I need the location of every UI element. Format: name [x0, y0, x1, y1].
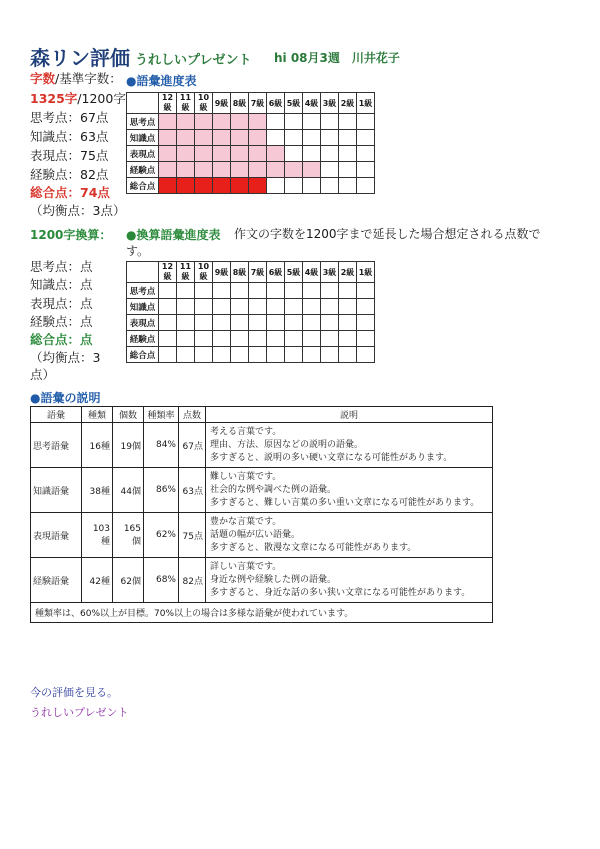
- grid-cell: [321, 331, 339, 347]
- grid-row: [127, 315, 375, 331]
- grid-col-header: 4級: [303, 93, 321, 114]
- grid-cell: [285, 331, 303, 347]
- grid-cell: [177, 315, 195, 331]
- explain-header: 点数: [179, 407, 206, 423]
- grid-cell: [285, 178, 303, 194]
- grid-cell: [339, 114, 357, 130]
- grid-cell: [177, 146, 195, 162]
- grid-cell: [177, 299, 195, 315]
- essay-meta: hi 08月3週 川井花子: [274, 51, 400, 65]
- grid-cell: [231, 114, 249, 130]
- grid-cell: [213, 130, 231, 146]
- grid-cell: [285, 315, 303, 331]
- explain-header: 個数: [113, 407, 144, 423]
- grid-cell: [357, 130, 375, 146]
- description-line: 多すぎると、難しい言葉の多い重い文章になる可能性があります。: [210, 497, 480, 508]
- vocab-score: 67点: [179, 423, 206, 468]
- balance-score: （均衡点：3点）: [30, 203, 126, 218]
- grid-cell: [195, 130, 213, 146]
- grid-row-label: 総合点: [127, 178, 159, 194]
- grid-corner: [127, 262, 159, 283]
- grid-cell: [195, 178, 213, 194]
- grid-cell: [213, 331, 231, 347]
- description-line: 詳しい言葉です。: [210, 561, 282, 572]
- grid-row-label: 思考点: [127, 283, 159, 299]
- chars-value: 1325字: [30, 91, 78, 106]
- vocab-rate: 84%: [144, 423, 179, 468]
- grid-col-header: 7級: [249, 93, 267, 114]
- grid-cell: [159, 130, 177, 146]
- grid-row-label: 表現点: [127, 315, 159, 331]
- vocab-description: [206, 513, 493, 558]
- grid-cell: [321, 315, 339, 331]
- grid-cell: [303, 299, 321, 315]
- grid-cell: [231, 178, 249, 194]
- grid-cell: [195, 347, 213, 363]
- grid-col-header: 8級: [231, 93, 249, 114]
- grid-cell: [195, 146, 213, 162]
- grid-cell: [159, 178, 177, 194]
- grid-cell: [195, 162, 213, 178]
- grid-cell: [303, 114, 321, 130]
- vocab-kinds: 103種: [82, 513, 113, 558]
- grid-cell: [303, 347, 321, 363]
- grid-cell: [339, 178, 357, 194]
- grid-row: [127, 114, 375, 130]
- grid-cell: [267, 146, 285, 162]
- grid-cell: [339, 283, 357, 299]
- grid-cell: [213, 178, 231, 194]
- grid-col-header: 3級: [321, 262, 339, 283]
- essay-title-link[interactable]: うれしいプレゼント: [30, 706, 129, 719]
- conv-total: 総合点：点: [30, 332, 93, 347]
- vocab-name: 経験語彙: [31, 558, 82, 603]
- grid-row-label: 思考点: [127, 114, 159, 130]
- grid1-title: ●語彙進度表: [126, 74, 197, 88]
- description-line: 豊かな言葉です。: [210, 516, 282, 527]
- grid-col-header: 1級: [357, 93, 375, 114]
- grid-col-header: 10級: [195, 262, 213, 283]
- grid-row-label: 知識点: [127, 130, 159, 146]
- rate-note: 種類率は、60%以上が目標。70%以上の場合は多様な語彙が使われています。: [31, 603, 493, 623]
- chars-heading: [30, 70, 122, 88]
- grid-cell: [321, 283, 339, 299]
- description-line: 理由、方法、原因などの説明の語彙。: [210, 439, 364, 450]
- grid-cell: [357, 178, 375, 194]
- vocab-kinds: 16種: [82, 423, 113, 468]
- grid-cell: [321, 178, 339, 194]
- grid-cell: [267, 347, 285, 363]
- grid-cell: [159, 331, 177, 347]
- vocab-progress-table: [126, 92, 375, 194]
- grid-cell: [303, 162, 321, 178]
- grid-col-header: 12級: [159, 262, 177, 283]
- grid-col-header: 9級: [213, 93, 231, 114]
- explain-row: [31, 468, 493, 513]
- conv-balance-cont: 点）: [30, 367, 56, 382]
- grid-cell: [249, 178, 267, 194]
- grid-cell: [303, 146, 321, 162]
- grid-row: [127, 178, 375, 194]
- grid-cell: [213, 114, 231, 130]
- grid-cell: [195, 114, 213, 130]
- explain-row: [31, 513, 493, 558]
- conv-exp: 経験点：点: [30, 314, 93, 329]
- vocab-rate: 86%: [144, 468, 179, 513]
- grid-cell: [267, 283, 285, 299]
- grid-cell: [285, 162, 303, 178]
- grid-cell: [321, 347, 339, 363]
- vocab-name: 表現語彙: [31, 513, 82, 558]
- grid-cell: [357, 114, 375, 130]
- grid-row: [127, 299, 375, 315]
- description-line: 多すぎると、身近な話の多い狭い文章になる可能性があります。: [210, 587, 471, 598]
- grid-row: [127, 146, 375, 162]
- grid-cell: [159, 315, 177, 331]
- grid-cell: [267, 162, 285, 178]
- grid-header-row: [127, 93, 375, 114]
- grid-cell: [357, 283, 375, 299]
- grid-cell: [285, 283, 303, 299]
- grid-cell: [195, 315, 213, 331]
- vocab-description: [206, 423, 493, 468]
- grid-col-header: 8級: [231, 262, 249, 283]
- grid-cell: [357, 347, 375, 363]
- grid-col-header: 9級: [213, 262, 231, 283]
- grid-cell: [213, 299, 231, 315]
- chars-base: /1200字: [77, 91, 126, 106]
- chars-label: 字数: [30, 71, 56, 86]
- grid-cell: [285, 146, 303, 162]
- grid-cell: [231, 130, 249, 146]
- grid-cell: [321, 130, 339, 146]
- grid-cell: [321, 162, 339, 178]
- grid-cell: [159, 347, 177, 363]
- grid-col-header: 5級: [285, 262, 303, 283]
- grid-col-header: 3級: [321, 93, 339, 114]
- grid-cell: [159, 114, 177, 130]
- grid-col-header: 6級: [267, 93, 285, 114]
- grid-cell: [231, 146, 249, 162]
- view-current-link[interactable]: 今の評価を見る。: [30, 686, 118, 699]
- vocab-kinds: 42種: [82, 558, 113, 603]
- vocab-score: 63点: [179, 468, 206, 513]
- think-score: 思考点：67点: [30, 110, 109, 125]
- grid-col-header: 10級: [195, 93, 213, 114]
- explain-header: 種類: [82, 407, 113, 423]
- grid-cell: [357, 162, 375, 178]
- grid-col-header: 5級: [285, 93, 303, 114]
- converted-progress-table: [126, 261, 375, 363]
- description-line: 考える言葉です。: [210, 426, 282, 437]
- grid-cell: [303, 283, 321, 299]
- explain-header-row: [31, 407, 493, 423]
- grid-cell: [195, 283, 213, 299]
- grid-cell: [231, 299, 249, 315]
- grid-cell: [303, 130, 321, 146]
- conv-balance: （均衡点：3: [30, 350, 101, 365]
- page-title: 森リン評価: [30, 46, 130, 70]
- explain-header: 説明: [206, 407, 493, 423]
- grid-cell: [339, 299, 357, 315]
- description-line: 社会的な例や調べた例の語彙。: [210, 484, 337, 495]
- vocab-kinds: 38種: [82, 468, 113, 513]
- chars-base-label: /基準字数：: [55, 71, 122, 86]
- grid-cell: [249, 315, 267, 331]
- description-line: 多すぎると、散漫な文章になる可能性があります。: [210, 542, 417, 553]
- vocab-score: 82点: [179, 558, 206, 603]
- grid-cell: [267, 331, 285, 347]
- grid-cell: [339, 347, 357, 363]
- grid-cell: [177, 331, 195, 347]
- grid-cell: [249, 130, 267, 146]
- grid2-title: ●換算語彙進度表: [126, 228, 221, 242]
- explain-title: ●語彙の説明: [30, 391, 101, 405]
- grid-cell: [303, 178, 321, 194]
- vocab-rate: 68%: [144, 558, 179, 603]
- grid-cell: [213, 162, 231, 178]
- grid-cell: [249, 331, 267, 347]
- grid-cell: [249, 347, 267, 363]
- grid-cell: [357, 146, 375, 162]
- vocab-count: 62個: [113, 558, 144, 603]
- grid-row: [127, 162, 375, 178]
- conv-know: 知識点：点: [30, 277, 93, 292]
- grid-cell: [231, 283, 249, 299]
- grid-cell: [213, 146, 231, 162]
- grid-cell: [267, 315, 285, 331]
- vocab-name: 思考語彙: [31, 423, 82, 468]
- grid-cell: [339, 331, 357, 347]
- grid-cell: [177, 283, 195, 299]
- grid-cell: [321, 146, 339, 162]
- grid-col-header: 11級: [177, 262, 195, 283]
- grid-cell: [177, 114, 195, 130]
- vocab-score: 75点: [179, 513, 206, 558]
- chars-row: [30, 90, 126, 108]
- grid-cell: [177, 130, 195, 146]
- expr-score: 表現点：75点: [30, 148, 109, 163]
- grid-cell: [159, 162, 177, 178]
- grid-cell: [159, 299, 177, 315]
- grid-row-label: 知識点: [127, 299, 159, 315]
- grid-col-header: 7級: [249, 262, 267, 283]
- grid-col-header: 11級: [177, 93, 195, 114]
- conv-think: 思考点：点: [30, 259, 93, 274]
- vocab-count: 19個: [113, 423, 144, 468]
- grid-cell: [249, 299, 267, 315]
- grid-row-label: 経験点: [127, 331, 159, 347]
- description-line: 身近な例や経験した例の語彙。: [210, 574, 337, 585]
- vocab-count: 44個: [113, 468, 144, 513]
- grid-row-label: 経験点: [127, 162, 159, 178]
- grid-cell: [303, 331, 321, 347]
- grid-row: [127, 331, 375, 347]
- grid-cell: [159, 146, 177, 162]
- explain-row: [31, 558, 493, 603]
- conv-expr: 表現点：点: [30, 296, 93, 311]
- grid-cell: [357, 315, 375, 331]
- grid-cell: [339, 315, 357, 331]
- total-score: 総合点：74点: [30, 185, 110, 200]
- grid-cell: [267, 299, 285, 315]
- grid-col-header: 6級: [267, 262, 285, 283]
- vocab-description: [206, 468, 493, 513]
- grid-row-label: 表現点: [127, 146, 159, 162]
- grid2-note-cont: す。: [126, 244, 150, 258]
- grid-cell: [285, 347, 303, 363]
- grid-cell: [231, 162, 249, 178]
- explain-row: [31, 423, 493, 468]
- grid-cell: [213, 315, 231, 331]
- vocab-count: 165個: [113, 513, 144, 558]
- grid-cell: [249, 146, 267, 162]
- grid2-note: 作文の字数を1200字まで延長した場合想定される点数で: [234, 227, 541, 241]
- grid-cell: [357, 299, 375, 315]
- explain-note-row: [31, 603, 493, 623]
- grid-row: [127, 130, 375, 146]
- grid-cell: [303, 315, 321, 331]
- grid-cell: [159, 283, 177, 299]
- grid-corner: [127, 93, 159, 114]
- grid-cell: [285, 114, 303, 130]
- description-line: 多すぎると、説明の多い硬い文章になる可能性があります。: [210, 452, 453, 463]
- vocab-explanation-table: [30, 406, 493, 623]
- grid-col-header: 2級: [339, 262, 357, 283]
- grid-col-header: 2級: [339, 93, 357, 114]
- grid-cell: [267, 178, 285, 194]
- grid-cell: [339, 146, 357, 162]
- conv-label: 1200字換算：: [30, 228, 112, 242]
- grid-cell: [321, 299, 339, 315]
- vocab-rate: 62%: [144, 513, 179, 558]
- grid-cell: [177, 347, 195, 363]
- grid-col-header: 4級: [303, 262, 321, 283]
- grid-cell: [321, 114, 339, 130]
- know-score: 知識点：63点: [30, 129, 109, 144]
- exp-score: 経験点：82点: [30, 167, 109, 182]
- grid-cell: [285, 299, 303, 315]
- vocab-description: [206, 558, 493, 603]
- explain-header: 種類率: [144, 407, 179, 423]
- description-line: 難しい言葉です。: [210, 471, 282, 482]
- grid-row-label: 総合点: [127, 347, 159, 363]
- grid-cell: [267, 130, 285, 146]
- grid-row: [127, 283, 375, 299]
- grid-cell: [231, 331, 249, 347]
- explain-header: 語彙: [31, 407, 82, 423]
- grid-cell: [177, 178, 195, 194]
- grid-cell: [177, 162, 195, 178]
- grid-cell: [249, 162, 267, 178]
- grid-cell: [195, 331, 213, 347]
- grid-cell: [339, 162, 357, 178]
- vocab-name: 知識語彙: [31, 468, 82, 513]
- grid-col-header: 12級: [159, 93, 177, 114]
- grid-cell: [195, 299, 213, 315]
- grid-cell: [213, 283, 231, 299]
- grid-cell: [357, 331, 375, 347]
- grid-cell: [231, 347, 249, 363]
- grid-cell: [339, 130, 357, 146]
- grid-cell: [267, 114, 285, 130]
- grid-row: [127, 347, 375, 363]
- essay-title: うれしいプレゼント: [135, 53, 252, 68]
- grid-cell: [213, 347, 231, 363]
- grid-col-header: 1級: [357, 262, 375, 283]
- grid-cell: [249, 283, 267, 299]
- grid-cell: [285, 130, 303, 146]
- description-line: 話題の幅が広い語彙。: [210, 529, 301, 540]
- grid-cell: [231, 315, 249, 331]
- grid-header-row: [127, 262, 375, 283]
- grid-cell: [249, 114, 267, 130]
